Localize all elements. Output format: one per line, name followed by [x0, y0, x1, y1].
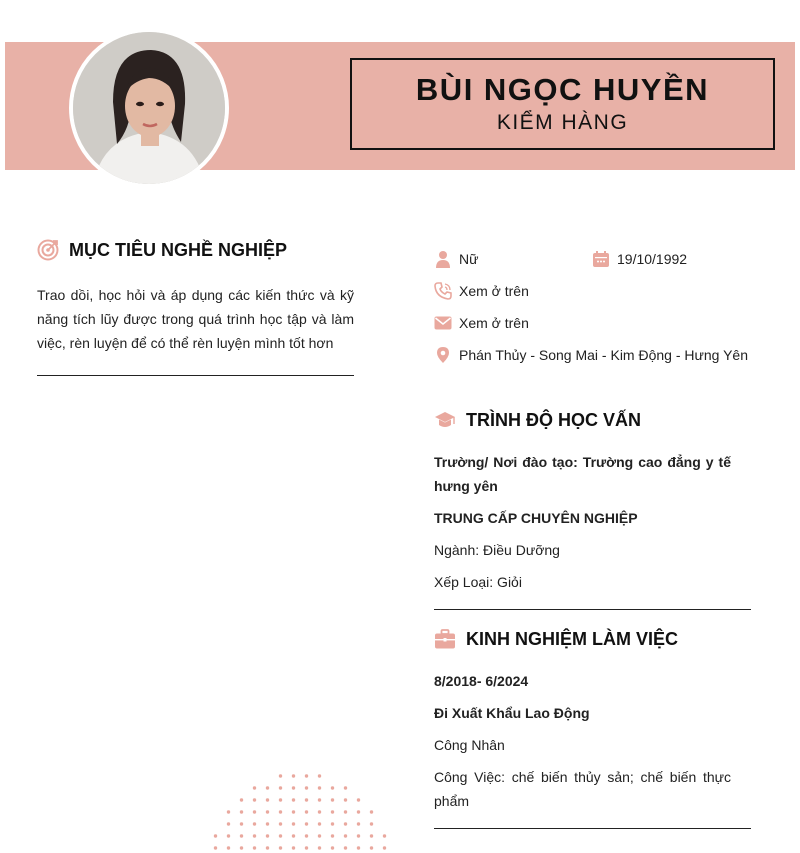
objective-divider [37, 375, 354, 376]
experience-period: 8/2018- 6/2024 [434, 673, 529, 689]
birthday-row [592, 250, 687, 268]
phone-value: Xem ở trên [459, 283, 529, 299]
experience-company: Đi Xuất Khẩu Lao Động [434, 705, 590, 721]
candidate-name: BÙI NGỌC HUYỀN [415, 72, 710, 107]
education-school: Trường/ Nơi đào tạo: Trường cao đẳng y tế hưng yên [434, 454, 731, 494]
target-icon [37, 239, 59, 261]
birthday-value: 19/10/1992 [617, 251, 688, 267]
address-value: Phán Thủy - Song Mai - Kim Động - Hưng Yên [459, 347, 748, 363]
phone-row [434, 282, 529, 300]
gender-value: Nữ [459, 251, 479, 267]
gender-row [434, 250, 478, 268]
calendar-icon [592, 250, 610, 268]
education-major: Ngành: Điều Dưỡng [434, 542, 560, 558]
education-grade: Xếp Loại: Giỏi [434, 574, 522, 590]
avatar-photo [73, 32, 225, 184]
experience-description: Công Việc: chế biến thủy sản; chế biến thực phẩm [434, 769, 731, 809]
experience-divider [434, 828, 751, 829]
briefcase-icon [434, 628, 456, 650]
education-section-title [434, 409, 641, 431]
address-row [434, 346, 748, 364]
avatar [69, 28, 229, 188]
candidate-role: KIỂM HÀNG [496, 111, 629, 134]
email-row [434, 314, 529, 332]
person-icon [434, 250, 452, 268]
graduation-cap-icon [434, 409, 456, 431]
email-icon [434, 314, 452, 332]
education-title: TRÌNH ĐỘ HỌC VẤN [466, 409, 641, 430]
phone-icon [434, 282, 452, 300]
objective-title: MỤC TIÊU NGHỀ NGHIỆP [69, 239, 288, 260]
email-value: Xem ở trên [459, 315, 529, 331]
decorative-dots [205, 770, 395, 853]
objective-text: Trao dồi, học hỏi và áp dụng các kiến thức và kỹ năng tích lũy được trong quá trình học tập và làm việc, rèn luyện để có thể rèn luyện mình tốt hơn [37, 287, 354, 351]
education-level: TRUNG CẤP CHUYÊN NGHIỆP [434, 510, 638, 526]
objective-section-title [37, 239, 287, 261]
education-divider [434, 609, 751, 610]
experience-section-title [434, 628, 678, 650]
name-box [350, 58, 775, 150]
location-icon [434, 346, 452, 364]
experience-position: Công Nhân [434, 737, 505, 753]
experience-title: KINH NGHIỆM LÀM VIỆC [466, 628, 679, 649]
